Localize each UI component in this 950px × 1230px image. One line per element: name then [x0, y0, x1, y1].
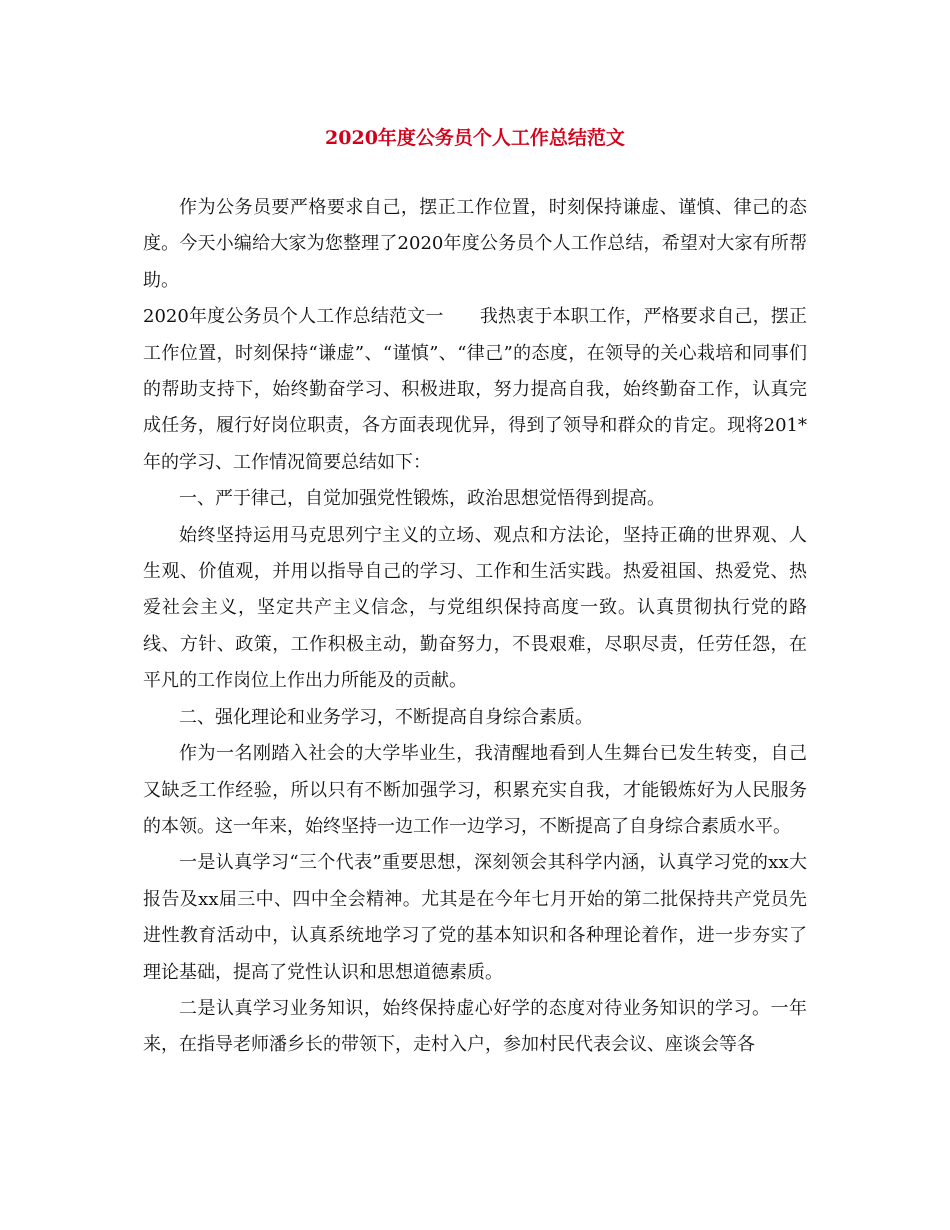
section-paragraph — [143, 299, 807, 481]
body-paragraph: 一是认真学习“三个代表”重要思想，深刻领会其科学内涵，认真学习党的xx大报告及xx届三中、四中全会精神。尤其是在今年七月开始的第二批保持共产党员先进性教育活动中，认真系统地学习了党的基本知识和各种理论着作，进一步夯实了理论基础，提高了党性认识和思想道德素质。 — [143, 852, 807, 983]
body-paragraph: 始终坚持运用马克思列宁主义的立场、观点和方法论，坚持正确的世界观、人生观、价值观，并用以指导自己的学习、工作和生活实践。热爱祖国、热爱党、热爱社会主义，坚定共产主义信念，与党组织保持高度一致。认真贯彻执行党的路线、方针、政策，工作积极主动，勤奋努力，不畏艰难，尽职尽责，任劳任怨，在平凡的工作岗位上作出力所能及的贡献。 — [143, 524, 807, 692]
body-paragraph: 二是认真学习业务知识，始终保持虚心好学的态度对待业务知识的学习。一年来，在指导老师潘乡长的带领下，走村入户，参加村民代表会议、座谈会等各 — [143, 997, 807, 1056]
document-body — [143, 190, 807, 1064]
intro-paragraph: 作为公务员要严格要求自己，摆正工作位置，时刻保持谦虚、谨慎、律己的态度。今天小编给大家为您整理了2020年度公务员个人工作总结，希望对大家有所帮助。 — [143, 197, 807, 291]
heading-one: 一、严于律己，自觉加强党性锻炼，政治思想觉悟得到提高。 — [179, 488, 665, 510]
section-heading: 2020年度公务员个人工作总结范文一 — [143, 306, 444, 328]
heading-two: 二、强化理论和业务学习，不断提高自身综合素质。 — [179, 706, 593, 728]
body-paragraph: 作为一名刚踏入社会的大学毕业生，我清醒地看到人生舞台已发生转变，自己又缺乏工作经验，所以只有不断加强学习，积累充实自我，才能锻炼好为人民服务的本领。这一年来，始终坚持一边工作一边学习，不断提高了自身综合素质水平。 — [143, 743, 807, 837]
section-lead-text: 我热衷于本职工作，严格要求自己，摆正工作位置，时刻保持“谦虚”、“谨慎”、“律己”的态度，在领导的关心栽培和同事们的帮助支持下，始终勤奋学习、积极进取，努力提高自我，始终勤奋工作，认真完成任务，履行好岗位职责，各方面表现优异，得到了领导和群众的肯定。现将201*年的学习、工作情况简要总结如下： — [143, 306, 807, 473]
document-title: 2020年度公务员个人工作总结范文 — [325, 127, 625, 149]
